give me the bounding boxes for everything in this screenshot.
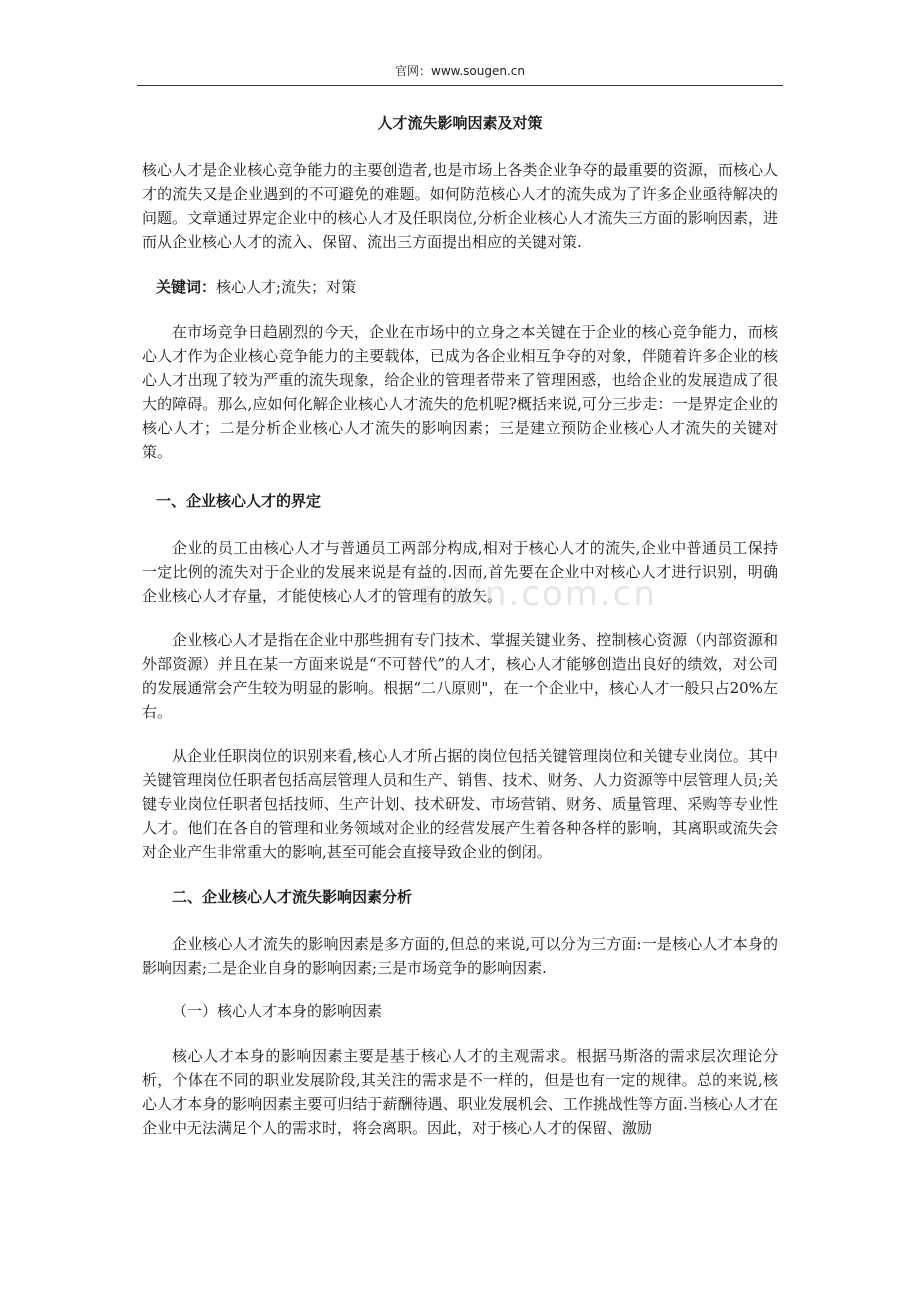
page-header-site: 官网：www.sougen.cn (395, 64, 525, 78)
section2-subheading-1: （一）核心人才本身的影响因素 (172, 1002, 383, 1020)
header-divider (137, 85, 783, 86)
section2-paragraph-2: 核心人才本身的影响因素主要是基于核心人才的主观需求。根据马斯洛的需求层次理论分析，个体在不同的职业发展阶段,其关注的需求是不一样的，但是也有一定的规律。总的来说,核心人才本身的影响因素主要可归结于薪酬待遇、职业发展机会、工作挑战性等方面.当核心人才在企业中无法满足个人的需求时，将会离职。因此，对于核心人才的保留、激励 (142, 1047, 778, 1137)
section1-heading: 一、企业核心人才的界定 (156, 492, 322, 510)
keywords-label: 关键词： (156, 278, 217, 296)
section2-paragraph-1: 企业核心人才流失的影响因素是多方面的,但总的来说,可以分为三方面:一是核心人才本身的影响因素;二是企业自身的影响因素;三是市场竞争的影响因素. (142, 935, 778, 977)
abstract-paragraph: 核心人才是企业核心竞争能力的主要创造者,也是市场上各类企业争夺的最重要的资源，而核心人才的流失又是企业遇到的不可避免的难题。如何防范核心人才的流失成为了许多企业亟待解决的问题。文章通过界定企业中的核心人才及任职岗位,分析企业核心人才流失三方面的影响因素，进而从企业核心人才的流入、保留、流出三方面提出相应的关键对策. (142, 161, 778, 251)
section1-paragraph-2: 企业核心人才是指在企业中那些拥有专门技术、掌握关键业务、控制核心资源（内部资源和外部资源）并且在某一方面来说是“不可替代”的人才，核心人才能够创造出良好的绩效，对公司的发展通常会产生较为明显的影响。根据“二八原则"，在一个企业中，核心人才一般只占20%左右。 (142, 631, 778, 721)
document-title: 人才流失影响因素及对策 (377, 114, 543, 132)
keywords-line (156, 276, 356, 297)
section1-paragraph-1: 企业的员工由核心人才与普通员工两部分构成,相对于核心人才的流失,企业中普通员工保持一定比例的流失对于企业的发展来说是有益的.因而,首先要在企业中对核心人才进行识别，明确企业核心人才存量，才能使核心人才的管理有的放矢。 (142, 539, 778, 605)
keywords-value: 核心人才;流失；对策 (216, 278, 357, 296)
watermark: zixin.com.cn (420, 574, 657, 614)
section2-heading: 二、企业核心人才流失影响因素分析 (172, 888, 413, 906)
section1-paragraph-3: 从企业任职岗位的识别来看,核心人才所占据的岗位包括关键管理岗位和关键专业岗位。其中关键管理岗位任职者包括高层管理人员和生产、销售、技术、财务、人力资源等中层管理人员;关键专业岗位任职者包括技师、生产计划、技术研发、市场营销、财务、质量管理、采购等专业性人才。他们在各自的管理和业务领域对企业的经营发展产生着各种各样的影响，其离职或流失会对企业产生非常重大的影响,甚至可能会直接导致企业的倒闭。 (142, 747, 778, 861)
intro-paragraph: 在市场竞争日趋剧烈的今天，企业在市场中的立身之本关键在于企业的核心竞争能力，而核心人才作为企业核心竞争能力的主要载体，已成为各企业相互争夺的对象，伴随着许多企业的核心人才出现了较为严重的流失现象，给企业的管理者带来了管理困惑，也给企业的发展造成了很大的障碍。那么,应如何化解企业核心人才流失的危机呢?概括来说,可分三步走：一是界定企业的核心人才；二是分析企业核心人才流失的影响因素；三是建立预防企业核心人才流失的关键对策。 (142, 323, 778, 461)
